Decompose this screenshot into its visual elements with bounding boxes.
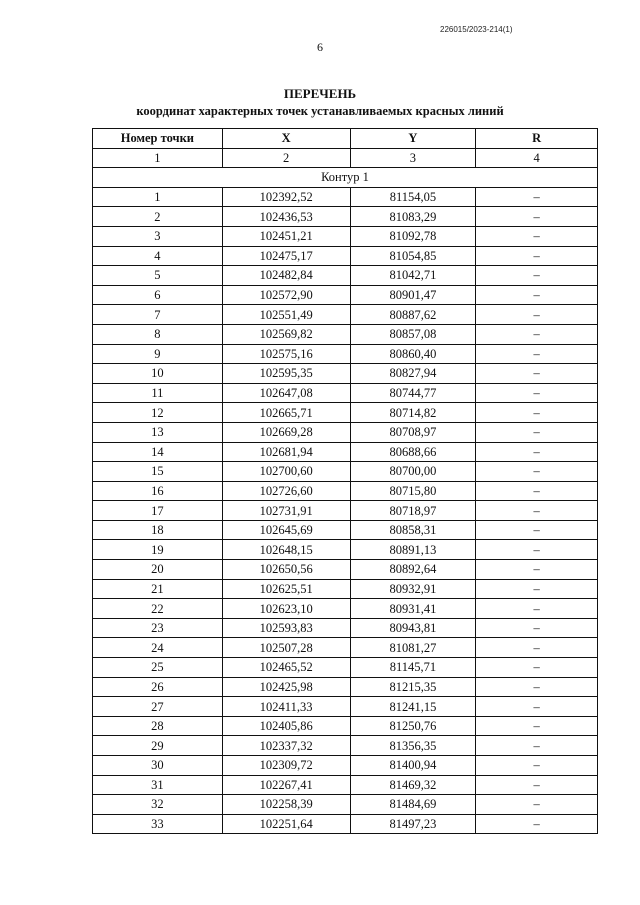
document-number: 226015/2023-214(1) bbox=[440, 25, 513, 34]
contour-label: Контур 1 bbox=[93, 168, 598, 188]
point-number-cell: 11 bbox=[93, 383, 223, 403]
page-number: 6 bbox=[317, 40, 323, 54]
x-cell: 102392,52 bbox=[222, 187, 350, 207]
table-row bbox=[93, 501, 598, 521]
x-cell: 102623,10 bbox=[222, 599, 350, 619]
table-row bbox=[93, 716, 598, 736]
column-number-4: 4 bbox=[476, 148, 598, 168]
x-cell: 102405,86 bbox=[222, 716, 350, 736]
column-number-1: 1 bbox=[93, 148, 223, 168]
x-cell: 102645,69 bbox=[222, 520, 350, 540]
y-cell: 81215,35 bbox=[350, 677, 476, 697]
r-cell: – bbox=[476, 658, 598, 678]
table-row bbox=[93, 756, 598, 776]
table-row bbox=[93, 795, 598, 815]
x-cell: 102669,28 bbox=[222, 422, 350, 442]
r-cell: – bbox=[476, 305, 598, 325]
x-cell: 102681,94 bbox=[222, 442, 350, 462]
table-row bbox=[93, 462, 598, 482]
column-number-3: 3 bbox=[350, 148, 476, 168]
point-number-cell: 2 bbox=[93, 207, 223, 227]
r-cell: – bbox=[476, 187, 598, 207]
x-cell: 102482,84 bbox=[222, 266, 350, 286]
x-cell: 102425,98 bbox=[222, 677, 350, 697]
x-cell: 102650,56 bbox=[222, 560, 350, 580]
point-number-cell: 10 bbox=[93, 364, 223, 384]
point-number-cell: 23 bbox=[93, 618, 223, 638]
table-row bbox=[93, 775, 598, 795]
y-cell: 80715,80 bbox=[350, 481, 476, 501]
point-number-cell: 22 bbox=[93, 599, 223, 619]
r-cell: – bbox=[476, 246, 598, 266]
r-cell: – bbox=[476, 207, 598, 227]
r-cell: – bbox=[476, 266, 598, 286]
r-cell: – bbox=[476, 285, 598, 305]
table-row bbox=[93, 324, 598, 344]
x-cell: 102726,60 bbox=[222, 481, 350, 501]
table-row bbox=[93, 344, 598, 364]
r-cell: – bbox=[476, 520, 598, 540]
y-cell: 80700,00 bbox=[350, 462, 476, 482]
x-cell: 102258,39 bbox=[222, 795, 350, 815]
r-cell: – bbox=[476, 618, 598, 638]
table-row bbox=[93, 305, 598, 325]
r-cell: – bbox=[476, 716, 598, 736]
table-row bbox=[93, 658, 598, 678]
page-subtitle: координат характерных точек устанавливаемых красных линий bbox=[136, 104, 504, 118]
y-cell: 80943,81 bbox=[350, 618, 476, 638]
point-number-cell: 1 bbox=[93, 187, 223, 207]
r-cell: – bbox=[476, 462, 598, 482]
r-cell: – bbox=[476, 756, 598, 776]
y-cell: 81484,69 bbox=[350, 795, 476, 815]
r-cell: – bbox=[476, 814, 598, 834]
point-number-cell: 27 bbox=[93, 697, 223, 717]
point-number-cell: 15 bbox=[93, 462, 223, 482]
r-cell: – bbox=[476, 324, 598, 344]
y-cell: 80744,77 bbox=[350, 383, 476, 403]
x-cell: 102593,83 bbox=[222, 618, 350, 638]
y-cell: 80892,64 bbox=[350, 560, 476, 580]
point-number-cell: 16 bbox=[93, 481, 223, 501]
r-cell: – bbox=[476, 579, 598, 599]
point-number-cell: 28 bbox=[93, 716, 223, 736]
y-cell: 81042,71 bbox=[350, 266, 476, 286]
y-cell: 80901,47 bbox=[350, 285, 476, 305]
column-number-2: 2 bbox=[222, 148, 350, 168]
table-row bbox=[93, 540, 598, 560]
table-row bbox=[93, 560, 598, 580]
x-cell: 102551,49 bbox=[222, 305, 350, 325]
y-cell: 80688,66 bbox=[350, 442, 476, 462]
r-cell: – bbox=[476, 540, 598, 560]
r-cell: – bbox=[476, 422, 598, 442]
x-cell: 102569,82 bbox=[222, 324, 350, 344]
x-cell: 102648,15 bbox=[222, 540, 350, 560]
r-cell: – bbox=[476, 501, 598, 521]
point-number-cell: 29 bbox=[93, 736, 223, 756]
point-number-cell: 7 bbox=[93, 305, 223, 325]
point-number-cell: 26 bbox=[93, 677, 223, 697]
x-cell: 102475,17 bbox=[222, 246, 350, 266]
y-cell: 80827,94 bbox=[350, 364, 476, 384]
table-row bbox=[93, 187, 598, 207]
x-cell: 102337,32 bbox=[222, 736, 350, 756]
y-cell: 80860,40 bbox=[350, 344, 476, 364]
y-cell: 81083,29 bbox=[350, 207, 476, 227]
table-row bbox=[93, 481, 598, 501]
header-x: X bbox=[222, 129, 350, 149]
point-number-cell: 12 bbox=[93, 403, 223, 423]
header-y: Y bbox=[350, 129, 476, 149]
point-number-cell: 3 bbox=[93, 226, 223, 246]
y-cell: 80857,08 bbox=[350, 324, 476, 344]
point-number-cell: 6 bbox=[93, 285, 223, 305]
y-cell: 80714,82 bbox=[350, 403, 476, 423]
y-cell: 80932,91 bbox=[350, 579, 476, 599]
r-cell: – bbox=[476, 795, 598, 815]
table-row bbox=[93, 697, 598, 717]
r-cell: – bbox=[476, 344, 598, 364]
table-row bbox=[93, 814, 598, 834]
x-cell: 102411,33 bbox=[222, 697, 350, 717]
point-number-cell: 4 bbox=[93, 246, 223, 266]
point-number-cell: 9 bbox=[93, 344, 223, 364]
y-cell: 81054,85 bbox=[350, 246, 476, 266]
table-row bbox=[93, 736, 598, 756]
r-cell: – bbox=[476, 736, 598, 756]
x-cell: 102575,16 bbox=[222, 344, 350, 364]
y-cell: 81497,23 bbox=[350, 814, 476, 834]
y-cell: 81400,94 bbox=[350, 756, 476, 776]
contour-row bbox=[93, 168, 598, 188]
x-cell: 102647,08 bbox=[222, 383, 350, 403]
column-number-row bbox=[93, 148, 598, 168]
y-cell: 80708,97 bbox=[350, 422, 476, 442]
table-row bbox=[93, 422, 598, 442]
point-number-cell: 14 bbox=[93, 442, 223, 462]
r-cell: – bbox=[476, 383, 598, 403]
x-cell: 102665,71 bbox=[222, 403, 350, 423]
y-cell: 81081,27 bbox=[350, 638, 476, 658]
y-cell: 81356,35 bbox=[350, 736, 476, 756]
point-number-cell: 32 bbox=[93, 795, 223, 815]
y-cell: 81145,71 bbox=[350, 658, 476, 678]
x-cell: 102572,90 bbox=[222, 285, 350, 305]
table-row bbox=[93, 364, 598, 384]
r-cell: – bbox=[476, 697, 598, 717]
y-cell: 81154,05 bbox=[350, 187, 476, 207]
r-cell: – bbox=[476, 560, 598, 580]
point-number-cell: 20 bbox=[93, 560, 223, 580]
x-cell: 102267,41 bbox=[222, 775, 350, 795]
y-cell: 81092,78 bbox=[350, 226, 476, 246]
table-row bbox=[93, 442, 598, 462]
table-row bbox=[93, 403, 598, 423]
r-cell: – bbox=[476, 677, 598, 697]
x-cell: 102309,72 bbox=[222, 756, 350, 776]
r-cell: – bbox=[476, 775, 598, 795]
y-cell: 81241,15 bbox=[350, 697, 476, 717]
point-number-cell: 13 bbox=[93, 422, 223, 442]
y-cell: 80931,41 bbox=[350, 599, 476, 619]
x-cell: 102595,35 bbox=[222, 364, 350, 384]
r-cell: – bbox=[476, 364, 598, 384]
x-cell: 102731,91 bbox=[222, 501, 350, 521]
x-cell: 102465,52 bbox=[222, 658, 350, 678]
table-row bbox=[93, 285, 598, 305]
x-cell: 102700,60 bbox=[222, 462, 350, 482]
table-row bbox=[93, 226, 598, 246]
r-cell: – bbox=[476, 226, 598, 246]
x-cell: 102625,51 bbox=[222, 579, 350, 599]
table-row bbox=[93, 638, 598, 658]
point-number-cell: 21 bbox=[93, 579, 223, 599]
point-number-cell: 8 bbox=[93, 324, 223, 344]
y-cell: 80858,31 bbox=[350, 520, 476, 540]
r-cell: – bbox=[476, 481, 598, 501]
point-number-cell: 31 bbox=[93, 775, 223, 795]
table-row bbox=[93, 246, 598, 266]
point-number-cell: 30 bbox=[93, 756, 223, 776]
coordinates-table bbox=[92, 128, 598, 834]
point-number-cell: 19 bbox=[93, 540, 223, 560]
y-cell: 80891,13 bbox=[350, 540, 476, 560]
r-cell: – bbox=[476, 638, 598, 658]
table-row bbox=[93, 677, 598, 697]
x-cell: 102251,64 bbox=[222, 814, 350, 834]
r-cell: – bbox=[476, 403, 598, 423]
x-cell: 102507,28 bbox=[222, 638, 350, 658]
x-cell: 102451,21 bbox=[222, 226, 350, 246]
y-cell: 80718,97 bbox=[350, 501, 476, 521]
point-number-cell: 18 bbox=[93, 520, 223, 540]
y-cell: 81469,32 bbox=[350, 775, 476, 795]
r-cell: – bbox=[476, 442, 598, 462]
header-row bbox=[93, 129, 598, 149]
table-row bbox=[93, 383, 598, 403]
header-r: R bbox=[476, 129, 598, 149]
point-number-cell: 33 bbox=[93, 814, 223, 834]
table-row bbox=[93, 207, 598, 227]
header-point-number: Номер точки bbox=[93, 129, 223, 149]
y-cell: 80887,62 bbox=[350, 305, 476, 325]
point-number-cell: 5 bbox=[93, 266, 223, 286]
y-cell: 81250,76 bbox=[350, 716, 476, 736]
page-title: ПЕРЕЧЕНЬ bbox=[283, 86, 357, 101]
point-number-cell: 24 bbox=[93, 638, 223, 658]
table-row bbox=[93, 618, 598, 638]
table-row bbox=[93, 599, 598, 619]
table-row bbox=[93, 520, 598, 540]
table-row bbox=[93, 266, 598, 286]
r-cell: – bbox=[476, 599, 598, 619]
table-row bbox=[93, 579, 598, 599]
point-number-cell: 25 bbox=[93, 658, 223, 678]
x-cell: 102436,53 bbox=[222, 207, 350, 227]
point-number-cell: 17 bbox=[93, 501, 223, 521]
